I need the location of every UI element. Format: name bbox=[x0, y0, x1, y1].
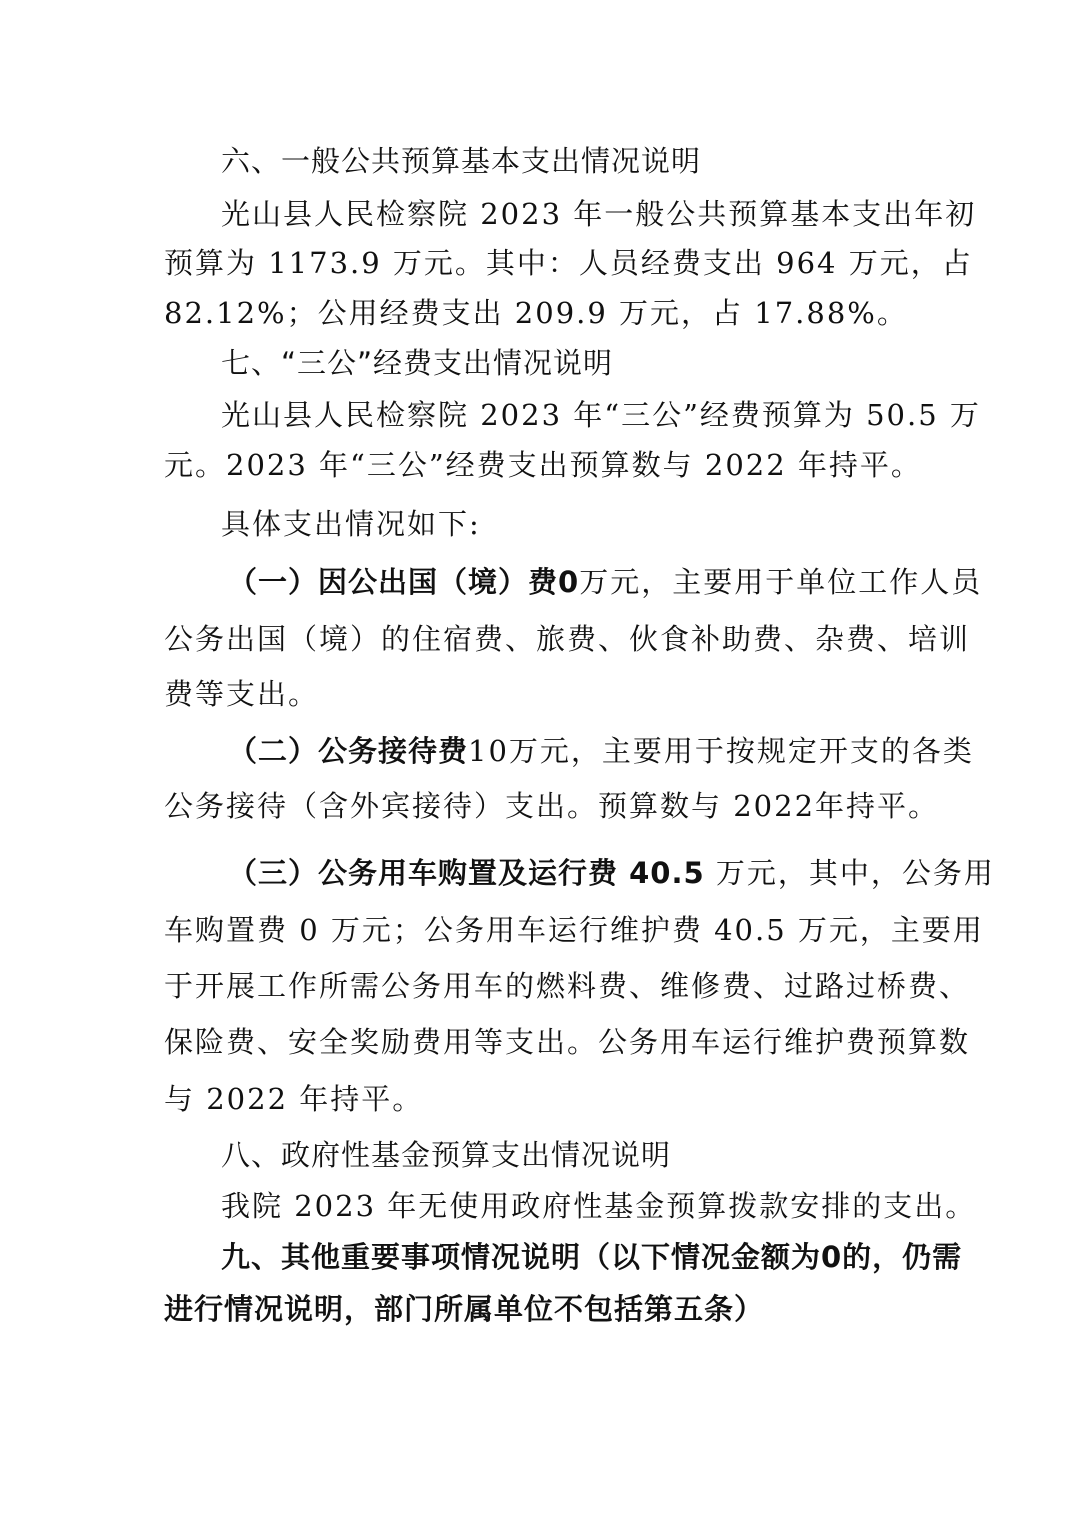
section7-intro: 具体支出情况如下: bbox=[221, 507, 481, 541]
section6-line-1: 光山县人民检察院 2023 年一般公共预算基本支出年初 bbox=[221, 197, 977, 231]
section7-line-1: 光山县人民检察院 2023 年“三公”经费预算为 50.5 万 bbox=[221, 398, 981, 432]
section7-heading: 七、“三公”经费支出情况说明 bbox=[221, 346, 614, 380]
item1-first-line bbox=[228, 562, 982, 602]
item3-bold-label: （三）公务用车购置及运行费 40.5 bbox=[228, 856, 705, 890]
item3-line-3: 于开展工作所需公务用车的燃料费、维修费、过路过桥费、 bbox=[164, 969, 971, 1003]
item3-rest: 万元，其中，公务用 bbox=[704, 856, 995, 890]
item1-rest: 万元，主要用于单位工作人员 bbox=[579, 565, 983, 599]
item3-line-2: 车购置费 0 万元；公务用车运行维护费 40.5 万元，主要用 bbox=[164, 913, 984, 947]
section6-heading: 六、一般公共预算基本支出情况说明 bbox=[221, 144, 702, 178]
section8-line-1: 我院 2023 年无使用政府性基金预算拨款安排的支出。 bbox=[221, 1189, 977, 1223]
item2-rest: 10万元，主要用于按规定开支的各类 bbox=[468, 734, 974, 768]
item3-first-line bbox=[228, 853, 995, 893]
item1-line-2: 公务出国（境）的住宿费、旅费、伙食补助费、杂费、培训 bbox=[164, 622, 971, 656]
item2-first-line bbox=[228, 731, 974, 771]
section9-line-2: 进行情况说明，部门所属单位不包括第五条） bbox=[164, 1292, 765, 1326]
section8-heading: 八、政府性基金预算支出情况说明 bbox=[221, 1138, 672, 1172]
item1-line-3: 费等支出。 bbox=[164, 677, 320, 711]
section6-line-3: 82.12%；公用经费支出 209.9 万元，占 17.88%。 bbox=[164, 296, 908, 330]
section6-line-2: 预算为 1173.9 万元。其中：人员经费支出 964 万元，占 bbox=[164, 246, 973, 280]
item3-line-5: 与 2022 年持平。 bbox=[164, 1082, 424, 1116]
item2-bold-label: （二）公务接待费 bbox=[228, 734, 469, 768]
item2-line-2: 公务接待（含外宾接待）支出。预算数与 2022年持平。 bbox=[164, 789, 940, 823]
item1-bold-label: （一）因公出国（境）费0 bbox=[228, 565, 580, 599]
section9-heading: 九、其他重要事项情况说明（以下情况金额为0的，仍需 bbox=[221, 1240, 963, 1274]
item3-line-4: 保险费、安全奖励费用等支出。公务用车运行维护费预算数 bbox=[164, 1025, 971, 1059]
section7-line-2: 元。2023 年“三公”经费支出预算数与 2022 年持平。 bbox=[164, 448, 922, 482]
